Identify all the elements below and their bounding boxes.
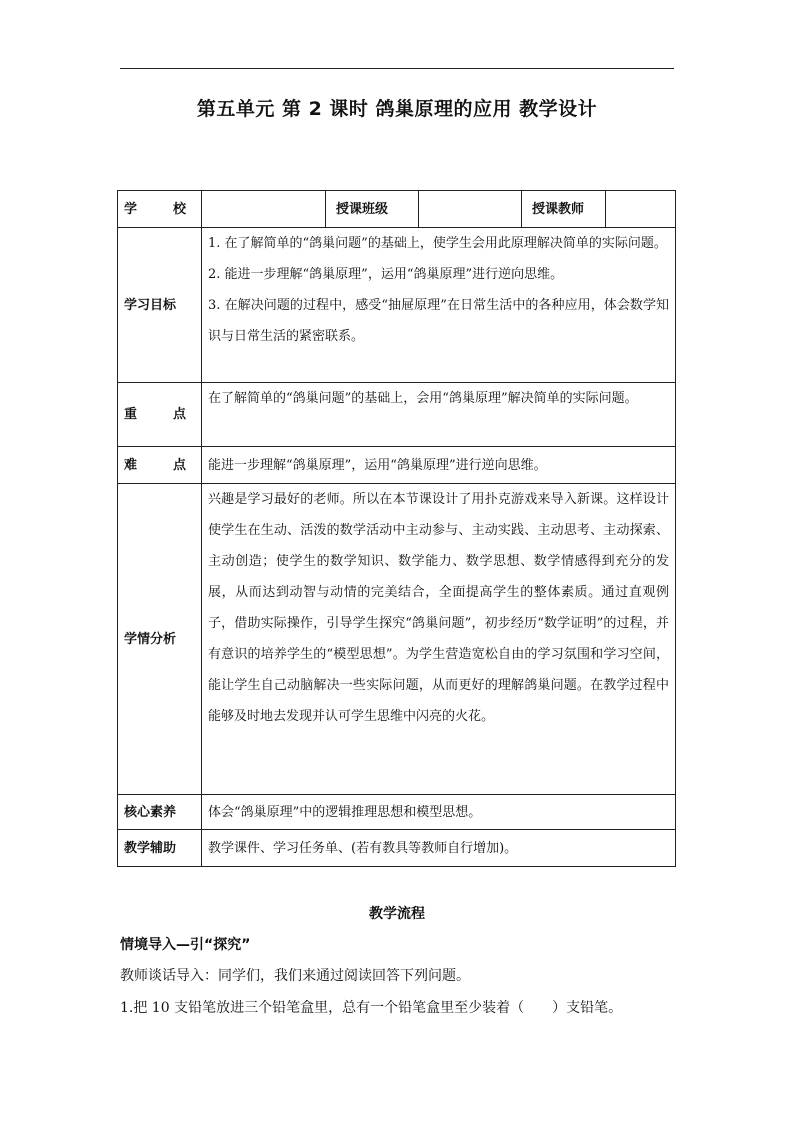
goal-item: 2. 能进一步理解“鸽巢原理”，运用“鸽巢原理”进行逆向思维。 [208, 267, 564, 282]
table-row [118, 484, 676, 795]
header-rule [120, 68, 674, 69]
lesson-plan-table [117, 190, 676, 867]
table-row [118, 383, 676, 447]
key-points-label: 重 点 [118, 383, 202, 447]
analysis-label: 学情分析 [118, 484, 202, 795]
goal-item: 1. 在了解简单的“鸽巢问题”的基础上，使学生会用此原理解决简单的实际问题。 [208, 236, 667, 251]
flow-title: 教学流程 [369, 906, 425, 922]
table-row [118, 191, 676, 228]
aids-text: 教学课件、学习任务单、(若有教具等教师自行增加)。 [202, 830, 676, 867]
teacher-value[interactable] [606, 191, 676, 228]
table-row [118, 830, 676, 867]
goals-label: 学习目标 [118, 228, 202, 383]
difficulty-text: 能进一步理解“鸽巢原理”，运用“鸽巢原理”进行逆向思维。 [202, 447, 676, 484]
teacher-label: 授课教师 [522, 191, 606, 228]
aids-label: 教学辅助 [118, 830, 202, 867]
page-title: 第五单元 第 2 课时 鸽巢原理的应用 教学设计 [196, 98, 598, 120]
goal-item: 3. 在解决问题的过程中，感受“抽屉原理”在日常生活中的各种应用，体会数学知识与日常生活的紧密联系。 [208, 298, 669, 344]
difficulty-label: 难 点 [118, 447, 202, 484]
class-label: 授课班级 [326, 191, 419, 228]
intro-text: 教师谈话导入：同学们，我们来通过阅读回答下列问题。 [120, 968, 470, 984]
key-points-text: 在了解简单的“鸽巢问题”的基础上，会用“鸽巢原理”解决简单的实际问题。 [202, 383, 676, 447]
table-row [118, 795, 676, 830]
section-heading: 情境导入—引“探究” [120, 937, 251, 953]
goals-cell [202, 228, 676, 383]
literacy-text: 体会“鸽巢原理”中的逻辑推理思想和模型思想。 [202, 795, 676, 830]
analysis-text: 兴趣是学习最好的老师。所以在本节课设计了用扑克游戏来导入新课。这样设计使学生在生动、活泼的数学活动中主动参与、主动实践、主动思考、主动探索、主动创造；使学生的数学知识、数学能力、数学思想、数学情感得到充分的发展，从而达到动智与动情的完美结合，全面提高学生的整体素质。通过直观例子，借助实际操作，引导学生探究“鸽巢问题”，初步经历“数学证明”的过程，并有意识的培养学生的“模型思想”。为学生营造宽松自由的学习氛围和学习空间，能让学生自己动脑解决一些实际问题，从而更好的理解鸽巢问题。在教学过程中能够及时地去发现并认可学生思维中闪亮的火花。 [202, 484, 676, 795]
class-value[interactable] [419, 191, 522, 228]
table-row [118, 228, 676, 383]
question-1: 1.把 10 支铅笔放进三个铅笔盒里，总有一个铅笔盒里至少装着（ ）支铅笔。 [120, 1000, 623, 1016]
school-value[interactable] [202, 191, 326, 228]
literacy-label: 核心素养 [118, 795, 202, 830]
school-label: 学 校 [118, 191, 202, 228]
table-row [118, 447, 676, 484]
